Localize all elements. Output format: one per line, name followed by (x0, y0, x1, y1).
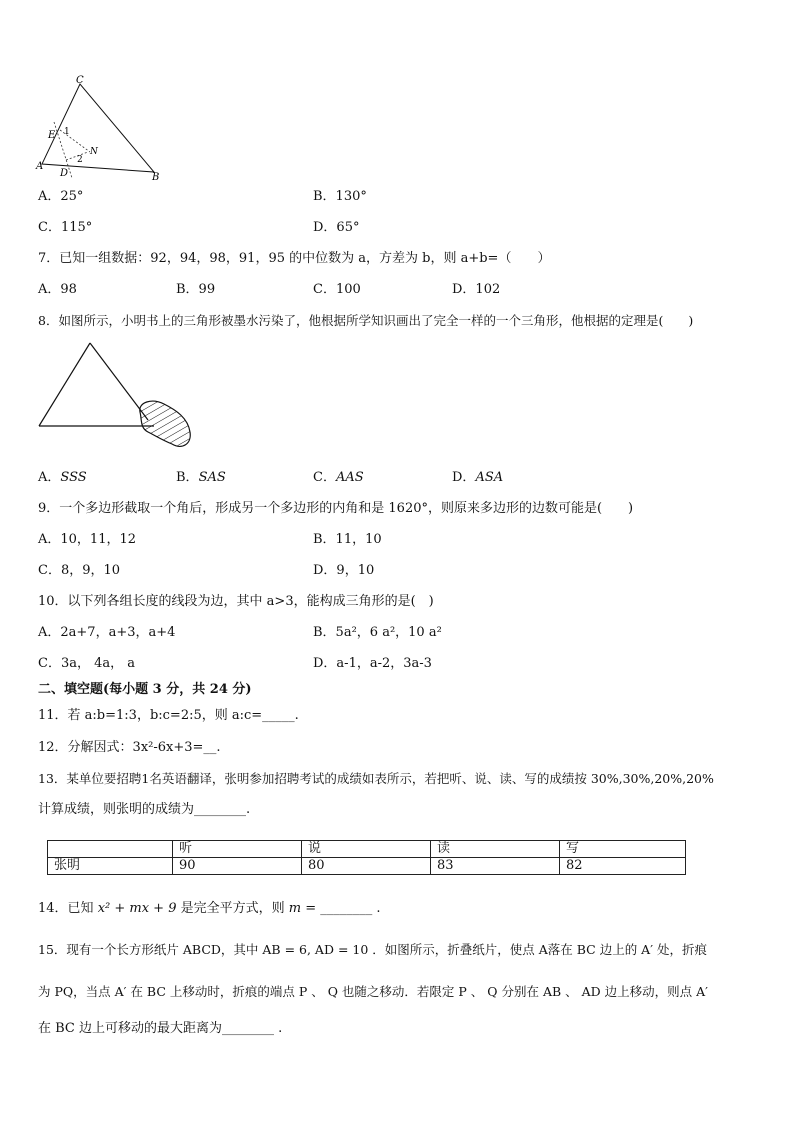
q15-line2: 为 PQ，当点 A′ 在 BC 上移动时，折痕的端点 P 、 Q 也随之移动．若限定 P 、 Q 分别在 AB 、 AD 边上移动，则点 A′ (38, 984, 708, 999)
q13-line1: 13．某单位要招聘1名英语翻译，张明参加招聘考试的成绩如表所示，若把听、说、读、写的成绩按 30%,30%,20%,20% (38, 771, 714, 786)
q7-option-c: C．100 (313, 282, 361, 297)
q13-line2: 计算成绩，则张明的成绩为________. (38, 802, 251, 817)
q8-option-a-value: SSS (60, 470, 87, 485)
label-1: 1 (64, 127, 70, 137)
q8-option-b (176, 470, 226, 486)
q14-mid: 是完全平方式，则 (180, 901, 285, 916)
q8-option-b-value: SAS (198, 470, 226, 485)
label-n: N (90, 147, 98, 157)
q14-stem (38, 901, 381, 917)
q14-prefix: 14．已知 (38, 901, 94, 916)
q15-line1: 15．现有一个长方形纸片 ABCD，其中 AB = 6, AD = 10 ．如图所示，折叠纸片，使点 A落在 BC 边上的 A′ 处，折痕 (38, 942, 708, 957)
table-cell: 张明 (48, 858, 173, 875)
q6-option-b: B．130° (313, 189, 367, 204)
q6-option-d: D．65° (313, 220, 360, 235)
q14-expression: x² + mx + 9 (97, 901, 177, 916)
q8-option-d-value: ASA (475, 470, 504, 485)
q14-suffix: = ________ . (305, 901, 381, 916)
q8-option-c-prefix: C． (313, 470, 336, 485)
q8-option-c (313, 470, 364, 486)
label-a: A (36, 161, 44, 172)
q7-stem: 7．已知一组数据：92，94，98，91，95 的中位数为 a，方差为 b，则 a+b=（ ） (38, 251, 551, 266)
q9-option-c: C．8，9，10 (38, 563, 121, 578)
label-c: C (76, 75, 84, 86)
triangle-left-side (39, 343, 90, 426)
table-cell: 80 (302, 858, 431, 875)
q6-option-a: A．25° (38, 189, 84, 204)
triangle-abc (42, 84, 154, 172)
q10-option-d: D．a-1，a-2，3a-3 (313, 656, 432, 671)
q10-stem: 10．以下列各组长度的线段为边，其中 a>3，能构成三角形的是( ) (38, 594, 434, 609)
q10-option-b: B．5a²，6 a²，10 a² (313, 625, 442, 640)
q10-option-c: C．3a， 4a， a (38, 656, 136, 671)
table-row (48, 858, 686, 875)
table-header-cell: 读 (431, 841, 560, 858)
table-header-cell (48, 841, 173, 858)
q9-option-a: A．10，11，12 (38, 532, 137, 547)
label-d: D (60, 168, 69, 179)
q8-option-d-prefix: D． (452, 470, 476, 485)
label-e: E (48, 130, 56, 141)
triangle-figure-q6 (30, 72, 170, 182)
inked-triangle-figure-q8 (36, 340, 206, 450)
q6-option-c: C．115° (38, 220, 93, 235)
q7-option-d: D．102 (452, 282, 501, 297)
table-cell: 82 (560, 858, 686, 875)
ink-blot (140, 401, 190, 446)
score-table (47, 840, 686, 875)
label-2: 2 (77, 155, 83, 165)
q9-stem: 9．一个多边形截取一个角后，形成另一个多边形的内角和是 1620°，则原来多边形的边数可能是( ) (38, 501, 634, 516)
q14-variable: m (288, 901, 302, 916)
table-header-cell: 写 (560, 841, 686, 858)
label-b: B (152, 172, 160, 183)
table-header-cell: 说 (302, 841, 431, 858)
q10-option-a: A．2a+7，a+3，a+4 (38, 625, 176, 640)
q8-option-a-prefix: A． (38, 470, 61, 485)
q9-option-b: B．11，10 (313, 532, 382, 547)
q8-option-c-value: AAS (335, 470, 364, 485)
q8-stem: 8．如图所示，小明书上的三角形被墨水污染了，他根据所学知识画出了完全一样的一个三角形，他根据的定理是( ) (38, 313, 694, 328)
table-cell: 90 (173, 858, 302, 875)
q8-option-b-prefix: B． (176, 470, 199, 485)
q11-stem: 11．若 a:b=1:3，b:c=2:5，则 a:c=_____. (38, 708, 299, 723)
table-header-cell: 听 (173, 841, 302, 858)
table-cell: 83 (431, 858, 560, 875)
q7-option-b: B．99 (176, 282, 216, 297)
q15-line3: 在 BC 边上可移动的最大距离为________ . (38, 1021, 283, 1036)
q8-option-a (38, 470, 87, 486)
table-header-row (48, 841, 686, 858)
q12-stem: 12．分解因式：3x²-6x+3=__. (38, 740, 221, 755)
section-title-fill-blank: 二、填空题(每小题 3 分，共 24 分) (38, 682, 252, 697)
q7-option-a: A．98 (38, 282, 77, 297)
q9-option-d: D．9，10 (313, 563, 375, 578)
q8-option-d (452, 470, 503, 486)
